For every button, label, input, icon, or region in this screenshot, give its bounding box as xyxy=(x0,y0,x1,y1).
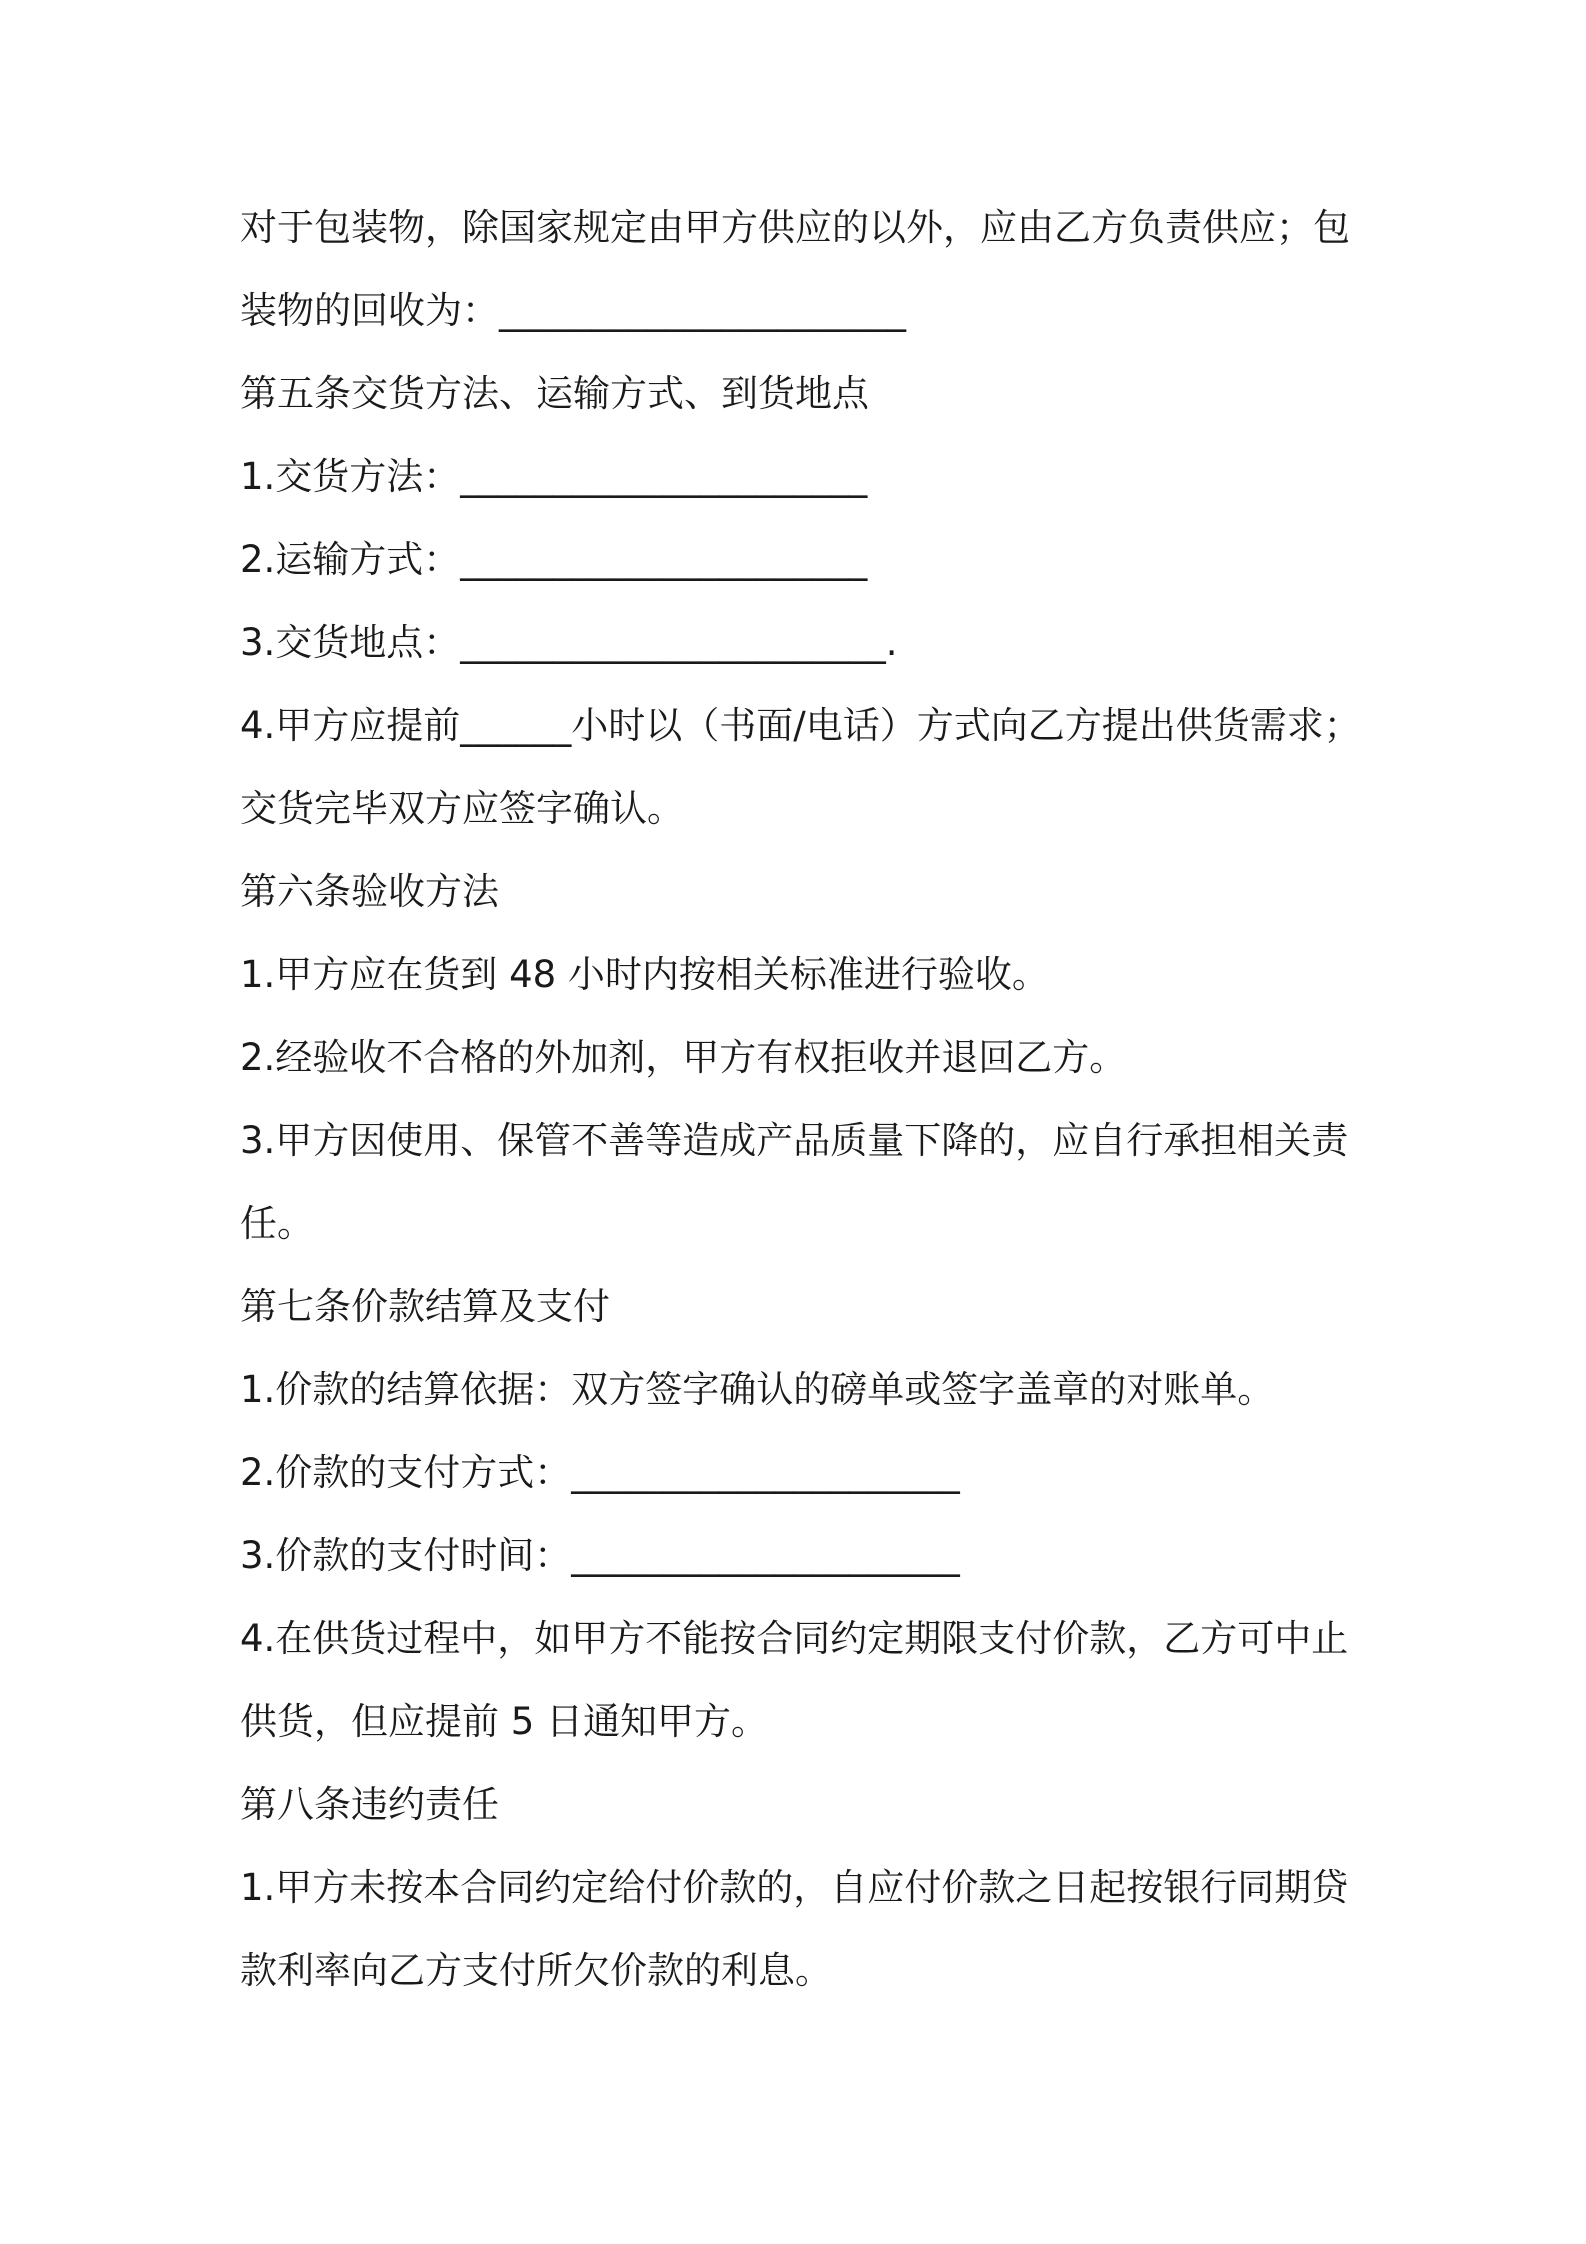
article-5-item-4-line-2: 交货完毕双方应签字确认。 xyxy=(240,787,684,830)
article-5-item-4-line-1: 4.甲方应提前______小时以（书面/电话）方式向乙方提出供货需求； xyxy=(240,704,1361,747)
paragraph-packaging-line-2: 装物的回收为：______________________ xyxy=(240,289,906,332)
article-7-item-1: 1.价款的结算依据：双方签字确认的磅单或签字盖章的对账单。 xyxy=(240,1368,1275,1411)
article-6-heading: 第六条验收方法 xyxy=(240,870,499,913)
article-5-heading: 第五条交货方法、运输方式、到货地点 xyxy=(240,372,869,415)
article-8-item-1-line-1: 1.甲方未按本合同约定给付价款的，自应付价款之日起按银行同期贷 xyxy=(240,1866,1349,1909)
article-5-item-2: 2.运输方式：______________________ xyxy=(240,538,868,581)
article-8-item-1-line-2: 款利率向乙方支付所欠价款的利息。 xyxy=(240,1949,832,1992)
article-7-item-4-line-1: 4.在供货过程中，如甲方不能按合同约定期限支付价款，乙方可中止 xyxy=(240,1617,1349,1660)
article-5-item-1: 1.交货方法：______________________ xyxy=(240,455,868,498)
article-7-item-4-line-2: 供货，但应提前 5 日通知甲方。 xyxy=(240,1700,769,1743)
article-6-item-3-line-2: 任。 xyxy=(240,1202,314,1245)
article-5-item-3: 3.交货地点：_______________________. xyxy=(240,621,898,664)
article-7-item-3: 3.价款的支付时间：_____________________ xyxy=(240,1534,960,1577)
article-6-item-2: 2.经验收不合格的外加剂，甲方有权拒收并退回乙方。 xyxy=(240,1036,1127,1079)
paragraph-packaging-line-1: 对于包装物，除国家规定由甲方供应的以外，应由乙方负责供应；包 xyxy=(240,206,1350,249)
article-8-heading: 第八条违约责任 xyxy=(240,1783,499,1826)
article-7-heading: 第七条价款结算及支付 xyxy=(240,1285,610,1328)
article-7-item-2: 2.价款的支付方式：_____________________ xyxy=(240,1451,960,1494)
article-6-item-1: 1.甲方应在货到 48 小时内按相关标准进行验收。 xyxy=(240,953,1049,996)
article-6-item-3-line-1: 3.甲方因使用、保管不善等造成产品质量下降的，应自行承担相关责 xyxy=(240,1119,1349,1162)
